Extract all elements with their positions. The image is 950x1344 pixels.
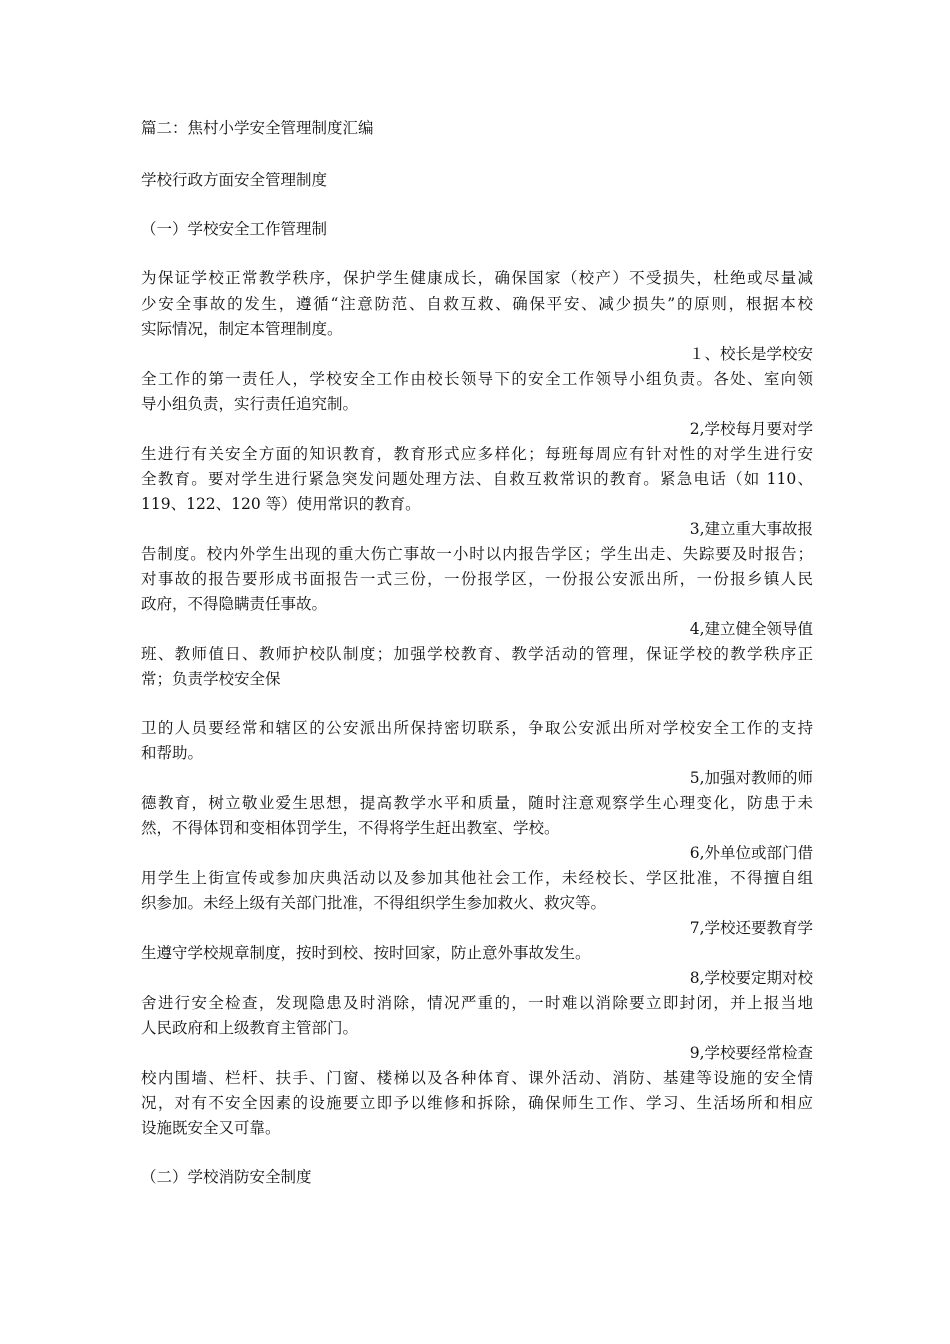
body-line: 舍进行安全检查，发现隐患及时消除，情况严重的，一时难以消除要立即封闭，并上报当地: [141, 994, 813, 1012]
body-line: 常；负责学校安全保: [141, 670, 281, 688]
document-subtitle: 学校行政方面安全管理制度: [141, 171, 328, 189]
item-number-line: 5,加强对教师的师: [689, 769, 813, 787]
body-line: 织参加。未经上级有关部门批准，不得组织学生参加救火、救灾等。: [141, 894, 607, 912]
body-line: 导小组负责，实行责任追究制。: [141, 395, 359, 413]
body-line: 用学生上街宣传或参加庆典活动以及参加其他社会工作，未经校长、学区批准，不得擅自组: [141, 869, 813, 887]
body-line: 全工作的第一责任人，学校安全工作由校长领导下的安全工作领导小组负责。各处、室向领: [141, 370, 813, 388]
section-heading-1: （一）学校安全工作管理制: [141, 220, 328, 238]
body-line: 实际情况，制定本管理制度。: [141, 320, 343, 338]
body-line: 况，对有不安全因素的设施要立即予以维修和拆除，确保师生工作、学习、生活场所和相应: [141, 1094, 813, 1112]
body-line: 人民政府和上级教育主管部门。: [141, 1019, 359, 1037]
item-number-line: １、校长是学校安: [688, 345, 813, 363]
document-title: 篇二：焦村小学安全管理制度汇编: [141, 119, 374, 137]
section-heading-2: （二）学校消防安全制度: [141, 1168, 312, 1186]
body-line: 校内围墙、栏杆、扶手、门窗、楼梯以及各种体育、课外活动、消防、基建等设施的安全情: [141, 1069, 813, 1087]
body-line: 对事故的报告要形成书面报告一式三份，一份报学区，一份报公安派出所，一份报乡镇人民: [141, 570, 813, 588]
body-line: 德教育，树立敬业爱生思想，提高教学水平和质量，随时注意观察学生心理变化，防患于未: [141, 794, 813, 812]
body-line: 班、教师值日、教师护校队制度；加强学校教育、教学活动的管理，保证学校的教学秩序正: [141, 645, 813, 663]
item-number-line: 8,学校要定期对校: [689, 969, 813, 987]
body-line: 卫的人员要经常和辖区的公安派出所保持密切联系，争取公安派出所对学校安全工作的支持: [141, 719, 813, 737]
body-line: 设施既安全又可靠。: [141, 1119, 281, 1137]
body-line: 政府，不得隐瞒责任事故。: [141, 595, 328, 613]
item-number-line: 3,建立重大事故报: [689, 520, 813, 538]
item-number-line: 2,学校每月要对学: [689, 420, 813, 438]
item-number-line: 7,学校还要教育学: [689, 919, 813, 937]
body-line: 生遵守学校规章制度，按时到校、按时回家，防止意外事故发生。: [141, 944, 591, 962]
body-line: 生进行有关安全方面的知识教育，教育形式应多样化；每班每周应有针对性的对学生进行安: [141, 445, 813, 463]
item-number-line: 4,建立健全领导值: [689, 620, 813, 638]
body-line: 告制度。校内外学生出现的重大伤亡事故一小时以内报告学区；学生出走、失踪要及时报告；: [141, 545, 813, 563]
body-line: 少安全事故的发生，遵循“注意防范、自救互救、确保平安、减少损失”的原则，根据本校: [141, 295, 813, 313]
item-number-line: 6,外单位或部门借: [689, 844, 813, 862]
item-number-line: 9,学校要经常检查: [689, 1044, 813, 1062]
body-line: 和帮助。: [141, 744, 204, 762]
body-line: 然，不得体罚和变相体罚学生，不得将学生赶出教室、学校。: [141, 819, 560, 837]
body-line: 119、122、120 等）使用常识的教育。: [141, 495, 421, 513]
body-line: 为保证学校正常教学秩序，保护学生健康成长，确保国家（校产）不受损失，杜绝或尽量减: [141, 269, 813, 287]
body-line: 全教育。要对学生进行紧急突发问题处理方法、自救互救常识的教育。紧急电话（如 110、: [141, 470, 813, 488]
